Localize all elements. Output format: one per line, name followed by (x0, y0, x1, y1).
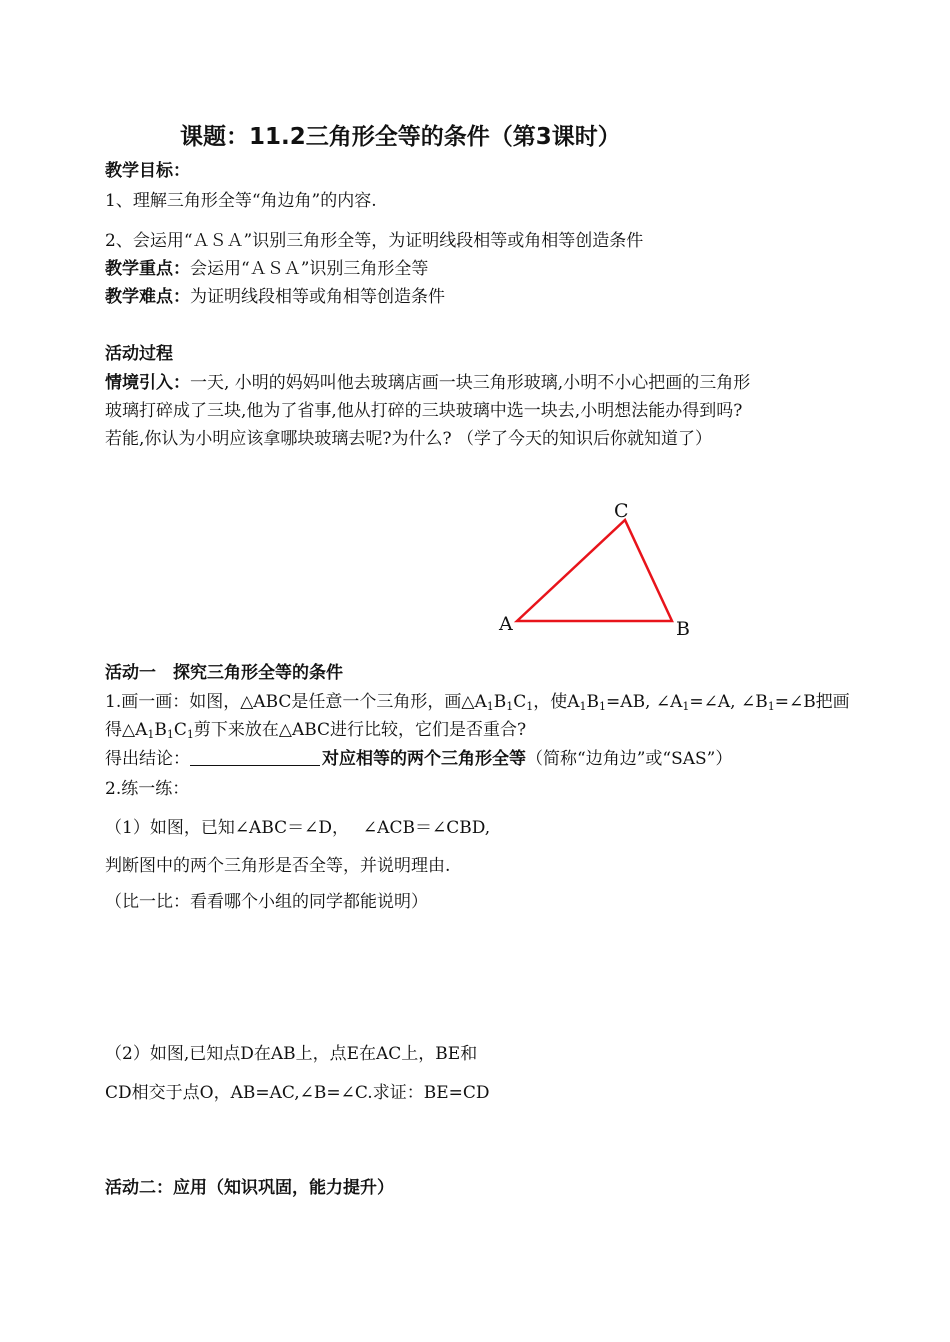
key-point-text: 会运用“ＡＳＡ”识别三角形全等 (190, 259, 429, 279)
difficulty-label: 教学难点： (105, 287, 190, 307)
vertex-label-c: C (614, 500, 629, 522)
q1-line-1: 1.画一画：如图，△ABC是任意一个三角形，画$\triangle A_1B_1C_1$，使$A_1B_1=AB$, $\angle A_1=\angle A$, $\angle B_1=\angle B$把画 (105, 692, 850, 713)
intro-line-3: 若能,你认为小明应该拿哪块玻璃去呢?为什么? （学了今天的知识后你就知道了） (105, 429, 713, 449)
intro-line-1 (105, 372, 750, 394)
objective-item-1: 1、理解三角形全等“角边角”的内容. (105, 191, 377, 211)
key-point-label: 教学重点： (105, 259, 190, 279)
triangle-abc (517, 520, 672, 621)
practice-1-line-2: 判断图中的两个三角形是否全等，并说明理由. (105, 856, 451, 876)
practice-2-line-2: CD相交于点O，AB=AC,∠B=∠C.求证：BE=CD (105, 1083, 490, 1103)
vertex-label-a: A (499, 613, 513, 635)
difficulty-text: 为证明线段相等或角相等创造条件 (190, 287, 445, 307)
intro-text-1: 一天, 小明的妈妈叫他去玻璃店画一块三角形玻璃,小明不小心把画的三角形 (190, 373, 751, 393)
triangle-figure (490, 495, 710, 645)
intro-label: 情境引入： (105, 373, 190, 393)
practice-1-line-1: （1）如图，已知∠ABC＝∠D， ∠ACB＝∠CBD, (105, 818, 491, 838)
key-point (105, 258, 428, 280)
process-heading: 活动过程 (105, 344, 173, 364)
practice-2-line-1: （2）如图,已知点D在AB上，点E在AC上，BE和 (105, 1044, 478, 1064)
vertex-label-b: B (676, 618, 690, 640)
conclusion-label: 得出结论： (105, 749, 190, 769)
practice-heading: 2.练一练： (105, 779, 190, 799)
difficulty (105, 286, 445, 308)
activity2-heading: 活动二：应用（知识巩固，能力提升） (105, 1178, 394, 1198)
intro-line-2: 玻璃打碎成了三块,他为了省事,他从打碎的三块玻璃中选一块去,小明想法能办得到吗? (105, 401, 743, 421)
page-title: 课题：11.2三角形全等的条件（第3课时） (180, 124, 621, 150)
q1-line-2: 得$\triangle A_1B_1C_1$剪下来放在△ABC进行比较，它们是否重合? (105, 720, 527, 741)
conclusion-bold: 对应相等的两个三角形全等 (322, 749, 526, 769)
objective-item-2: 2、会运用“ＡＳＡ”识别三角形全等，为证明线段相等或角相等创造条件 (105, 231, 644, 251)
practice-1-line-3: （比一比：看看哪个小组的同学都能说明） (105, 892, 428, 912)
conclusion-line (105, 748, 732, 770)
objectives-heading: 教学目标： (105, 161, 190, 181)
activity1-heading: 活动一 探究三角形全等的条件 (105, 663, 343, 683)
answer-blank[interactable] (190, 749, 320, 766)
conclusion-tail: （简称“边角边”或“SAS”） (526, 749, 733, 769)
